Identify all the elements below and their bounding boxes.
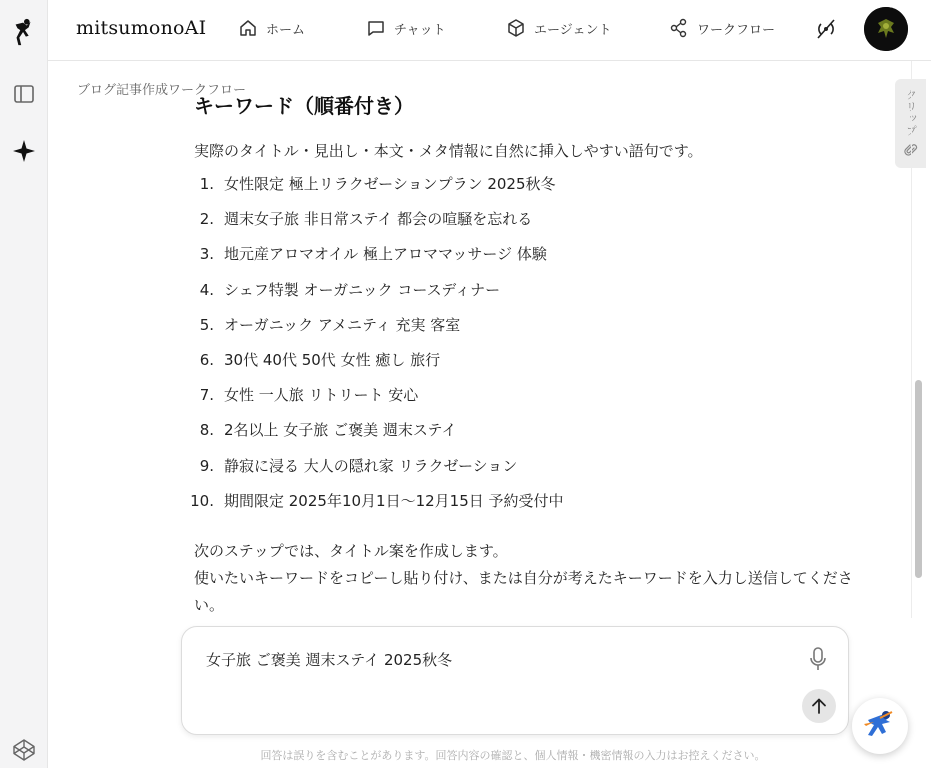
sidebar-toggle-icon[interactable] [10,80,38,108]
home-icon [238,18,258,38]
send-button[interactable] [802,689,836,723]
list-item: 4. シェフ特製 オーガニック コースディナー [199,280,501,299]
broadcast-icon[interactable] [814,17,838,41]
scrollbar-thumb[interactable] [915,380,922,578]
keywords-heading: キーワード（順番付き） [194,94,414,118]
message-input[interactable]: 女子旅 ご褒美 週末ステイ 2025秋冬 [206,651,453,669]
list-item: 9. 静寂に浸る 大人の隠れ家 リラクゼーション [199,456,518,475]
list-item: 2. 週末女子旅 非日常ステイ 都会の喧騒を忘れる [199,210,533,229]
left-rail [0,0,48,768]
ninja-logo-icon[interactable] [10,18,38,46]
nav-home[interactable] [238,18,305,38]
ninja-mascot-icon [860,706,900,746]
arrow-up-icon [809,696,829,716]
nav-chat-label: チャット [394,22,446,38]
assistant-message [190,92,854,619]
share-icon [669,18,689,38]
chat-composer[interactable] [181,626,849,735]
nav-workflow-label: ワークフロー [697,22,776,38]
sparkle-icon[interactable] [10,137,38,165]
nav-agent[interactable] [506,18,611,38]
list-item: 5. オーガニック アメニティ 充実 客室 [199,315,461,334]
list-item: 3. 地元産アロマオイル 極上アロママッサージ 体験 [199,245,547,264]
breadcrumb[interactable]: ブログ記事作成ワークフロー [77,83,247,98]
nav-workflow[interactable] [669,18,775,38]
nav-chat[interactable] [366,18,446,38]
cube-icon [506,18,526,38]
list-item: 7. 女性 一人旅 リトリート 安心 [199,386,419,405]
next-step-line2: 使いたいキーワードをコピーし貼り付け、または自分が考えたキーワードを入力し送信してください。 [194,568,853,614]
nav-agent-label: エージェント [534,22,612,38]
brand-name[interactable]: mitsumonoAI [76,17,207,39]
clip-label: クリップ [904,89,918,137]
next-step-line1: 次のステップでは、タイトル案を作成します。 [194,541,508,560]
next-step-text [194,538,854,619]
disclaimer: 回答は誤りを含むことがあります。回答内容の確認と、個人情報・機密情報の入力はお控えください。 [260,749,766,762]
list-item: 10. 期間限定 2025年10月1日〜12月15日 予約受付中 [190,491,564,510]
nav-home-label: ホーム [266,22,306,38]
list-item: 8. 2名以上 女子旅 ご褒美 週末ステイ [199,421,457,440]
top-header [48,0,931,61]
microphone-icon[interactable] [806,645,830,673]
avatar[interactable] [864,7,908,51]
assistant-fab-button[interactable] [852,698,908,754]
keyword-list [190,174,854,526]
keywords-intro: 実際のタイトル・見出し・本文・メタ情報に自然に挿入しやすい語句です。 [194,142,703,160]
chat-icon [366,18,386,38]
list-item: 1. 女性限定 極上リラクゼーションプラン 2025秋冬 [199,175,556,193]
list-item: 6. 30代 40代 50代 女性 癒し 旅行 [199,350,441,369]
